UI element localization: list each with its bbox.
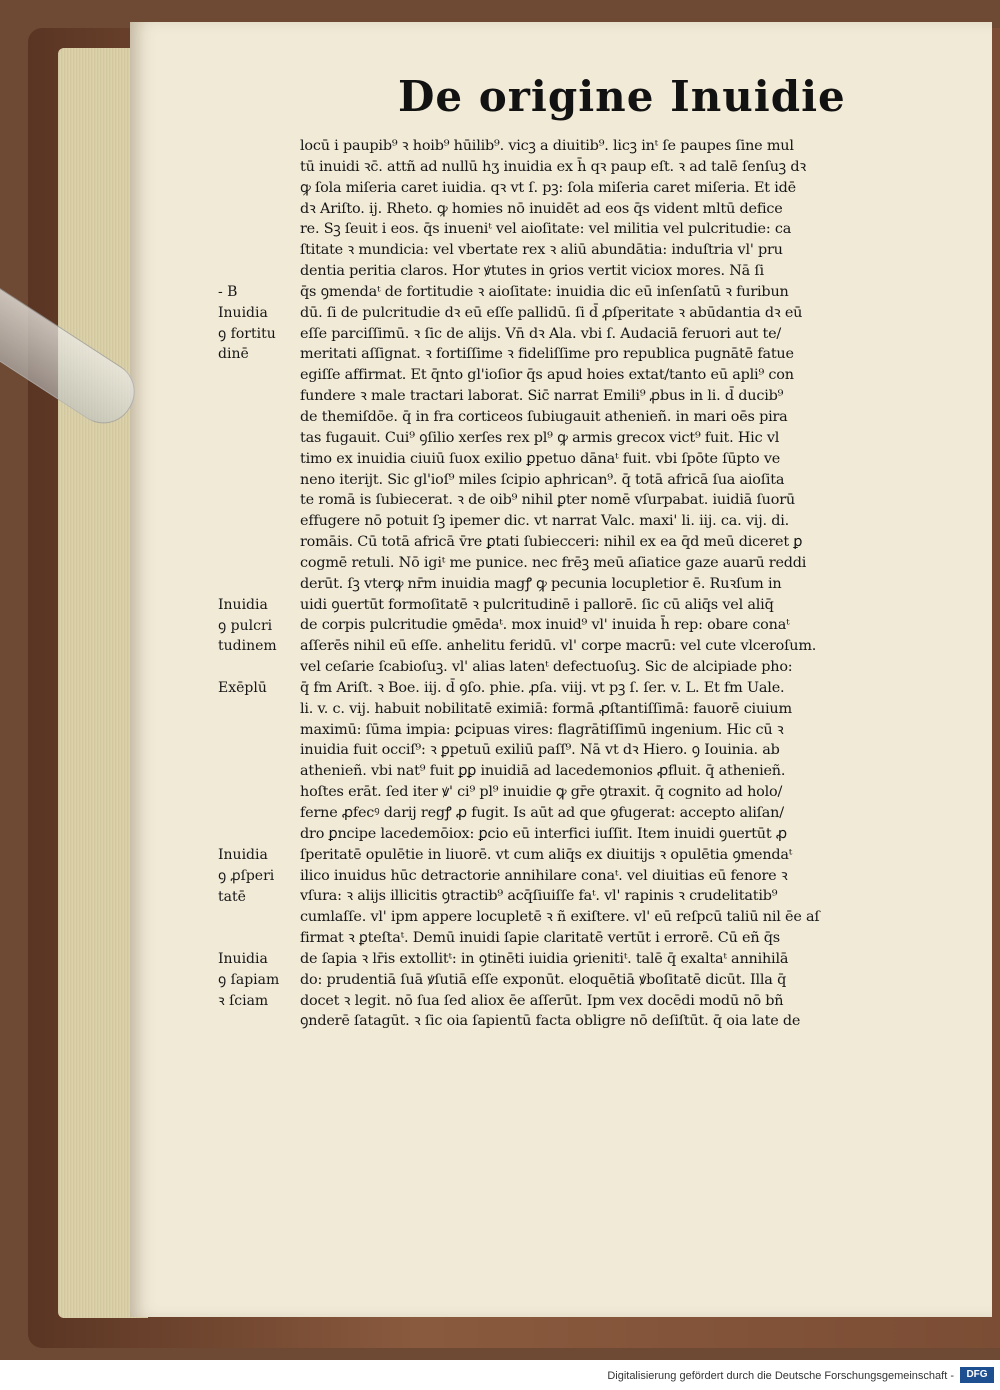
text-line: tū inuidi ꝛc̄. attñ ad nullū hʒ inuidia ex h̄ qꝛ paup eſt. ꝛ ad talē ſenſuꝫ dꝛ — [300, 158, 806, 175]
text-line: te romā is ſubiecerat. ꝛ de oib⁹ nihil ꝑter nomē vſurpabat. iuidiā ſuorū — [300, 492, 795, 509]
text-line: vſura: ꝛ alijs illicitis ꝯtractib⁹ acq̄ſiuiſſe faᵗ. vl' rapinis ꝛ crudelitatib⁹ — [300, 888, 778, 905]
text-line: uidi ꝯuertūt formoſitatē ꝛ pulcritudinē i pallorē. ſic cū aliq̄s vel aliq̄ — [300, 596, 774, 613]
margin-note-line: ꝯ fortitu — [218, 325, 276, 342]
footer-credit: Digitalisierung gefördert durch die Deutsche Forschungsgemeinschaft - — [607, 1370, 954, 1382]
text-line: eſſe parciſſimū. ꝛ ſic de alijs. Vn̄ dꝛ Ala. vbi ſ. Audaciā feruori aut te/ — [300, 325, 782, 342]
margin-note-line: Inuidia — [218, 846, 268, 863]
text-line: romāis. Cū totā africā v̄re ꝑtati ſubiecceri: nihil ex ea q̄d meū diceret ꝑ — [300, 534, 803, 551]
text-line: ſperitatē opulētie in liuorē. vt cum aliq̄s ex diuitijs ꝛ opulētia ꝯmendaᵗ — [300, 846, 793, 863]
margin-note-line: dinē — [218, 346, 249, 363]
text-line: maximū: ſūma impia: ꝑcipuas vires: flagrātiſſimū ingenium. Hic cū ꝛ — [300, 721, 784, 738]
text-line: docet ꝛ legit. nō ſua ſed aliox ēe aſſerūt. Ipm vex docēdi modū nō bñ — [300, 992, 784, 1009]
text-line: timo ex inuidia ciuiū ſuox exilio ꝑpetuo dānaᵗ fuit. vbi ſpōte ſūpto ve — [300, 450, 781, 467]
text-line: de themiſdōe. q̄ in fra corticeos ſubiugauit athenieñ. in mari oēs pira — [300, 408, 788, 425]
text-line: vel ceſarie ſcabioſuꝫ. vl' alias latenᵗ defectuoſuꝫ. Sic de alcipiade pho: — [300, 659, 793, 676]
text-line: locū i paupib⁹ ꝛ hoib⁹ hūilib⁹. vicꝫ a diuitib⁹. licꝫ inᵗ ſe paupes ſine mul — [300, 138, 794, 154]
text-line: ferne ꝓfecꝰ darij regꝭ ꝓ fugit. Is aūt ad que ꝯfugerat: accepto aliſan/ — [300, 805, 784, 821]
text-line: de corpis pulcritudie ꝯmēdaᵗ. mox inuid⁹ vl' inuida h̄ rep: obare conaᵗ — [300, 617, 790, 634]
text-line: re. Sꝫ ſeuit i eos. q̄s inueniᵗ vel aioſitate: vel militia vel pulcritudie: ca — [300, 221, 792, 238]
text-line: ꝯnderē ſatagūt. ꝛ ſic oia ſapientū facta obligre nō deſiſtūt. q̄ oia late de — [300, 1013, 801, 1030]
margin-note-line: ꝯ pulcri — [218, 617, 273, 634]
margin-note-line: tudinem — [218, 638, 277, 655]
page-heading: De origine Inuidie — [398, 72, 846, 121]
text-line: ꝙ ſola miſeria caret iuidia. qꝛ vt ſ. pꝫ: ſola miſeria caret miſeria. Et idē — [300, 179, 796, 196]
text-line: inuidia fuit occiſ⁹: ꝛ ꝑpetuū exiliū paſſ⁹. Nā vt dꝛ Hiero. ꝯ Iouinia. ab — [300, 742, 780, 759]
margin-note-line: Exēplū — [218, 680, 267, 697]
margin-note-line: Inuidia — [218, 596, 268, 613]
text-line: q̄s ꝯmendaᵗ de fortitudie ꝛ aioſitate: inuidia dic eū inſenſatū ꝛ furibun — [300, 283, 789, 300]
text-line: fundere ꝛ male tractari laborat. Sic̄ narrat Emili⁹ ꝓbus in li. d̄ ducib⁹ — [300, 388, 784, 405]
text-line: effugere nō potuit ſꝫ ipemer dic. vt narrat Valc. maxi' li. iij. ca. vij. di. — [300, 513, 790, 530]
text-line: dentia peritia claros. Hor ꝟtutes in ꝯrios vertit viciox mores. Nā ſi — [300, 263, 764, 280]
text-line: egiſſe affirmat. Et q̄nto gl'ioſior q̄s apud hoies extat/tanto eū apli⁹ con — [300, 367, 794, 384]
margin-note-line: tatē — [218, 888, 246, 905]
margin-note-line: Inuidia — [218, 304, 268, 321]
text-line: derūt. ſꝫ vterꝙ nr̄m inuidia magꝭ ꝙ pecunia locupletior ē. Ruꝛſum in — [300, 575, 782, 592]
margin-note — [218, 282, 304, 365]
text-line: cogmē retuli. Nō igiᵗ me punice. nec frēꝫ meū aſiatice gaze auarū reddi — [300, 554, 807, 571]
text-line: neno iterijt. Sic gl'ioſ⁹ miles ſcipio aphrican⁹. q̄ totā africā ſua aioſita — [300, 471, 785, 488]
text-line: cumlaſſe. vl' ipm appere locupletē ꝛ ñ exiſtere. vl' eū reſpcū taliū nil ēe aſ — [300, 909, 820, 926]
text-line: meritati aſſignat. ꝛ fortiſſime ꝛ fideliſſime pro republica pugnātē fatue — [300, 346, 794, 363]
margin-note — [218, 949, 304, 1012]
margin-note-line: ꝛ ſciam — [218, 992, 269, 1009]
text-line: ilico inuidus hūc detractorie annihilare conaᵗ. vel diuitias eū fenore ꝛ — [300, 867, 788, 884]
text-line: dꝛ Ariſto. ij. Rheto. ꝙ homies nō inuidēt ad eos q̄s vident mltū defice — [300, 200, 783, 217]
text-line: q̄ fm Ariſt. ꝛ Boe. iij. d̄ ꝯſo. phie. ꝓſa. viij. vt pꝫ ſ. ſer. v. L. Et fm Uale. — [300, 679, 785, 696]
text-line: dū. ſi de pulcritudie dꝛ eū eſſe pallidū. ſi d̄ ꝓſperitate ꝛ abūdantia dꝛ eū — [300, 304, 803, 321]
margin-note-line: ꝯ ſapiam — [218, 971, 280, 988]
text-line: ſtitate ꝛ mundicia: vel vbertate rex ꝛ aliū abundātia: induſtria vl' pru — [300, 242, 783, 259]
margin-note — [218, 678, 304, 699]
margin-note-line: Inuidia — [218, 951, 268, 968]
text-line: dro ꝑncipe lacedemōiox: ꝑcio eū interfici iuſſit. Item inuidi ꝯuertūt ꝓ — [300, 825, 787, 842]
margin-note-line: ꝯ ꝓſperi — [218, 867, 275, 884]
text-line: aſſerēs nihil eū eſſe. anhelitu feridū. vl' corpe macrū: vel cute vlceroſum. — [300, 638, 817, 655]
text-line: li. v. c. vij. habuit nobilitatē eximiā: formā ꝓſtantiſſimā: fauorē ciuium — [300, 700, 792, 717]
text-line: hoſtes erāt. ſed iter ꝟ' ci⁹ pl⁹ inuidie ꝙ gr̄e ꝯtraxit. q̄ cognito ad holo/ — [300, 784, 783, 801]
body-text — [300, 136, 928, 1076]
margin-note — [218, 595, 304, 658]
margin-note — [218, 845, 304, 908]
text-line: de ſapia ꝛ lr̄is extollitᵗ: in ꝯtinēti iuidia ꝯrienitiᵗ. talē q̄ exaltaᵗ annihilā — [300, 950, 789, 967]
text-line: athenieñ. vbi nat⁹ fuit ꝑꝑ inuidiā ad lacedemonios ꝓfluit. q̄ athenieñ. — [300, 763, 786, 780]
margin-note-line: - B — [218, 283, 238, 300]
text-line: tas fugauit. Cui⁹ ꝯſilio xerſes rex pl⁹ ꝙ armis grecox vict⁹ fuit. Hic vl — [300, 429, 780, 446]
dfg-logo: DFG — [960, 1367, 994, 1383]
text-line: do: prudentiā ſuā ꝟſutiā eſſe exponūt. eloquētiā ꝟboſitatē dicūt. Illa q̄ — [300, 971, 787, 988]
text-line: firmat ꝛ ꝑteſtaᵗ. Demū inuidi ſapie claritatē vertūt i errorē. Cū eñ q̄s — [300, 930, 780, 947]
